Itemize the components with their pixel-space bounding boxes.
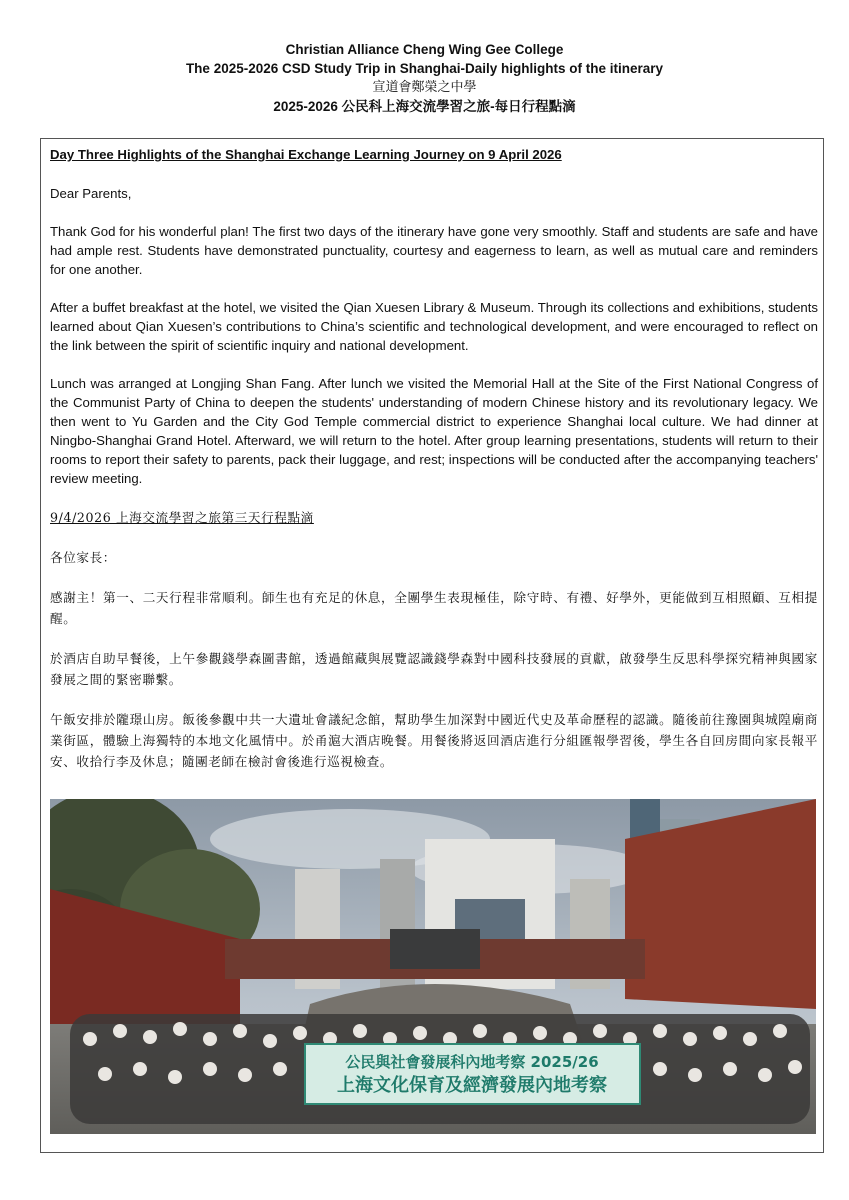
trip-title-zh: 2025-2026 公民科上海交流學習之旅-每日行程點滴 — [273, 99, 576, 114]
school-name-zh: 宣道會鄭榮之中學 — [372, 80, 477, 95]
chinese-salutation: 各位家長： — [50, 550, 116, 565]
group-photo — [50, 799, 816, 1134]
english-paragraph-1: Thank God for his wonderful plan! The first two days of the itinerary have gone very smoothly. Staff and students are safe and have had ample rest. Students have demonstrated punctuality, courtesy and eagerness to learn, as well as mutual care and reminders for one another. — [50, 224, 818, 277]
group-photo-illustration — [50, 799, 816, 1134]
english-salutation: Dear Parents, — [50, 186, 132, 201]
letter-body — [50, 145, 818, 772]
banner-line-2: 上海文化保育及經濟發展內地考察 — [337, 1075, 607, 1096]
chinese-title: 9/4/2026 上海交流學習之旅第三天行程點滴 — [50, 510, 314, 525]
document-header — [0, 40, 849, 116]
banner-line-1: 公民與社會發展科內地考察 2025/26 — [345, 1053, 599, 1071]
chinese-paragraph-3: 午飯安排於隴璟山房。飯後參觀中共一大遺址會議紀念館，幫助學生加深對中國近代史及革命歷程的認識。隨後前往豫園與城隍廟商業街區，體驗上海獨特的本地文化風情中。於甬滬大酒店晚餐。用餐後將返回酒店進行分組匯報學習後，學生各自回房間向家長報平安、收拾行李及休息；隨團老師在檢討會後進行巡視檢查。 — [50, 712, 818, 769]
trip-title-en: The 2025-2026 CSD Study Trip in Shanghai-Daily highlights of the itinerary — [185, 61, 664, 76]
chinese-paragraph-2: 於酒店自助早餐後，上午參觀錢學森圖書館，透過館藏與展覽認識錢學森對中國科技發展的貢獻，啟發學生反思科學探究精神與國家發展之間的緊密聯繫。 — [50, 651, 818, 687]
english-title: Day Three Highlights of the Shanghai Exchange Learning Journey on 9 April 2026 — [50, 147, 562, 162]
english-paragraph-2: After a buffet breakfast at the hotel, we visited the Qian Xuesen Library & Museum. Through its collections and exhibitions, students learned about Qian Xuesen’s contributions to China’s scientific and technological development, and were encouraged to reflect on the link between the spirit of scientific inquiry and national development. — [50, 300, 818, 353]
study-trip-banner — [305, 1044, 640, 1104]
school-name-en: Christian Alliance Cheng Wing Gee College — [285, 42, 564, 57]
chinese-paragraph-1: 感謝主！第一、二天行程非常順利。師生也有充足的休息，全團學生表現極佳，除守時、有禮、好學外，更能做到互相照顧、互相提醒。 — [50, 590, 818, 626]
content-frame — [40, 138, 824, 1153]
english-paragraph-3: Lunch was arranged at Longjing Shan Fang. After lunch we visited the Memorial Hall at the Site of the First National Congress of the Communist Party of China to deepen the students' understanding of modern Chinese history and its revolutionary legacy. We then went to Yu Garden and the City God Temple commercial district to experience Shanghai local culture. We had dinner at Ningbo-Shanghai Grand Hotel. Afterward, we will return to the hotel. After group learning presentations, students will return to their rooms to report their safety to parents, pack their luggage, and rest; inspections will be conducted after the accompanying teachers' review meeting. — [50, 376, 818, 486]
